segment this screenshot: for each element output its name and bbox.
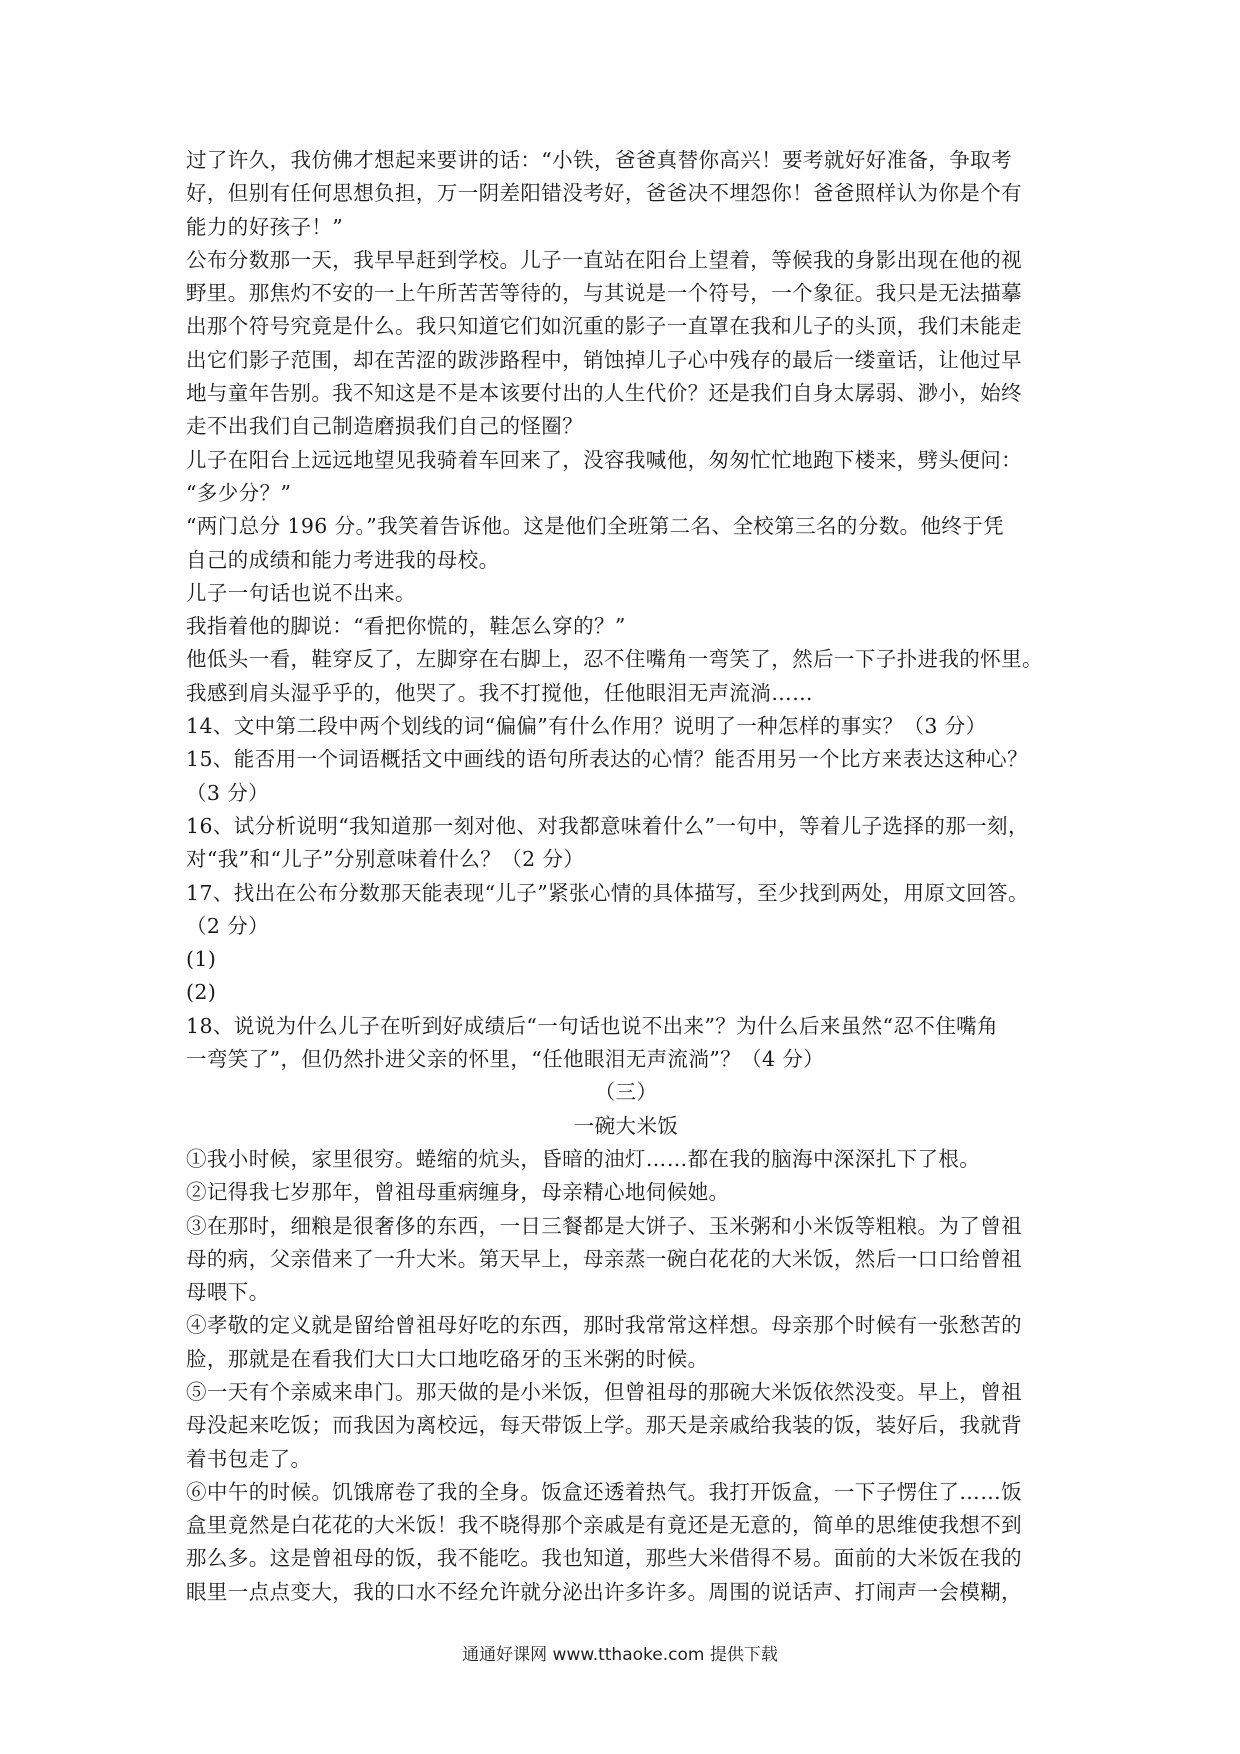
text-line: 出它们影子范围，却在苦涩的跋涉路程中，销蚀掉儿子心中残存的最后一缕童话，让他过早 [186, 347, 1022, 372]
question-16: 16、试分析说明“我知道那一刻对他、对我都意味着什么”一句中，等着儿子选择的那一刻， [186, 813, 1029, 838]
question-17-points: （2 分） [186, 913, 270, 938]
question-15-points: （3 分） [186, 780, 270, 805]
footer-credit: 通通好课网 www.tthaoke.com 提供下载 [462, 1645, 778, 1665]
text-line: 脸，那就是在看我们大口大口地吃硌牙的玉米粥的时候。 [186, 1346, 709, 1371]
text-line: 出那个符号究竟是什么。我只知道它们如沉重的影子一直罩在我和儿子的头顶，我们未能走 [186, 314, 1022, 339]
text-line: 母喂下。 [186, 1280, 270, 1305]
text-line: 母的病，父亲借来了一升大米。第天早上，母亲蒸一碗白花花的大米饭，然后一口口给曾祖 [186, 1246, 1022, 1271]
answer-slot-1: (1) [186, 947, 217, 972]
question-14: 14、文中第二段中两个划线的词“偏偏”有什么作用？说明了一种怎样的事实？（3 分） [186, 714, 987, 739]
text-line: “两门总分 196 分。”我笑着告诉他。这是他们全班第二名、全校第三名的分数。他终于凭 [186, 514, 1005, 539]
text-line: 他低头一看，鞋穿反了，左脚穿在右脚上，忍不住嘴角一弯笑了，然后一下子扑进我的怀里。 [186, 647, 1043, 672]
text-line: 眼里一点点变大，我的口水不经允许就分泌出许多许多。周围的说话声、打闹声一会模糊， [186, 1579, 1022, 1604]
article-title: 一碗大米饭 [573, 1113, 679, 1138]
text-line: ④孝敬的定义就是留给曾祖母好吃的东西，那时我常常这样想。母亲那个时候有一张愁苦的 [186, 1313, 1022, 1338]
question-17: 17、找出在公布分数那天能表现“儿子”紧张心情的具体描写，至少找到两处，用原文回答。 [186, 880, 1029, 905]
answer-slot-2: (2) [186, 980, 217, 1005]
text-line: 地与童年告别。我不知这是不是本该要付出的人生代价？还是我们自身太孱弱、渺小，始终 [186, 381, 1022, 406]
text-line: 好，但别有任何思想负担，万一阴差阳错没考好，爸爸决不埋怨你！爸爸照样认为你是个有 [186, 181, 1022, 206]
text-line: 野里。那焦灼不安的一上午所苦苦等待的，与其说是一个符号，一个象征。我只是无法描摹 [186, 281, 1022, 306]
text-line: 母没起来吃饭；而我因为离校远，每天带饭上学。那天是亲戚给我装的饭，装好后，我就背 [186, 1413, 1022, 1438]
question-18-cont: 一弯笑了”，但仍然扑进父亲的怀里，“任他眼泪无声流淌”？（4 分） [186, 1047, 825, 1072]
text-line: 儿子一句话也说不出来。 [186, 580, 416, 605]
text-line: 能力的好孩子！” [186, 214, 344, 239]
text-line: ①我小时候，家里很穷。蜷缩的炕头，昏暗的油灯……都在我的脑海中深深扎下了根。 [186, 1146, 981, 1171]
document-body [186, 144, 1066, 1609]
text-line: 走不出我们自己制造磨损我们自己的怪圈？ [186, 414, 584, 439]
section-heading: （三） [594, 1080, 658, 1105]
text-line: 那么多。这是曾祖母的饭，我不能吃。我也知道，那些大米借得不易。面前的大米饭在我的 [186, 1546, 1022, 1571]
text-line: “多少分？” [186, 480, 292, 505]
question-15: 15、能否用一个词语概括文中画线的语句所表达的心情？能否用另一个比方来表达这种心？ [186, 747, 1028, 772]
text-line: 过了许久，我仿佛才想起来要讲的话：“小铁，爸爸真替你高兴！要考就好好准备，争取考 [186, 148, 1012, 172]
question-16-cont: 对“我”和“儿子”分别意味着什么？（2 分） [186, 847, 585, 872]
text-line: 自己的成绩和能力考进我的母校。 [186, 547, 500, 572]
text-line: 着书包走了。 [186, 1446, 312, 1471]
text-line: ⑤一天有个亲威来串门。那天做的是小米饭，但曾祖母的那碗大米饭依然没变。早上，曾祖 [186, 1379, 1022, 1404]
text-line: 我指着他的脚说：“看把你慌的，鞋怎么穿的？” [186, 614, 626, 639]
text-line: 公布分数那一天，我早早赶到学校。儿子一直站在阳台上望着，等候我的身影出现在他的视 [186, 247, 1022, 272]
text-line: 我感到肩头湿乎乎的，他哭了。我不打搅他，任他眼泪无声流淌…… [186, 680, 813, 705]
text-line: ⑥中午的时候。饥饿席卷了我的全身。饭盒还透着热气。我打开饭盒，一下子愣住了……饭 [186, 1479, 1022, 1504]
text-line: 盒里竟然是白花花的大米饭！我不晓得那个亲戚是有竟还是无意的，简单的思维使我想不到 [186, 1513, 1022, 1538]
question-18: 18、说说为什么儿子在听到好成绩后“一句话也说不出来”？为什么后来虽然“忍不住嘴角 [186, 1013, 998, 1038]
text-line: 儿子在阳台上远远地望见我骑着车回来了，没容我喊他，匆匆忙忙地跑下楼来，劈头便问： [186, 447, 1022, 472]
text-line: ③在那时，细粮是很奢侈的东西，一日三餐都是大饼子、玉米粥和小米饭等粗粮。为了曾祖 [186, 1213, 1022, 1238]
text-line: ②记得我七岁那年，曾祖母重病缠身，母亲精心地伺候她。 [186, 1180, 730, 1205]
